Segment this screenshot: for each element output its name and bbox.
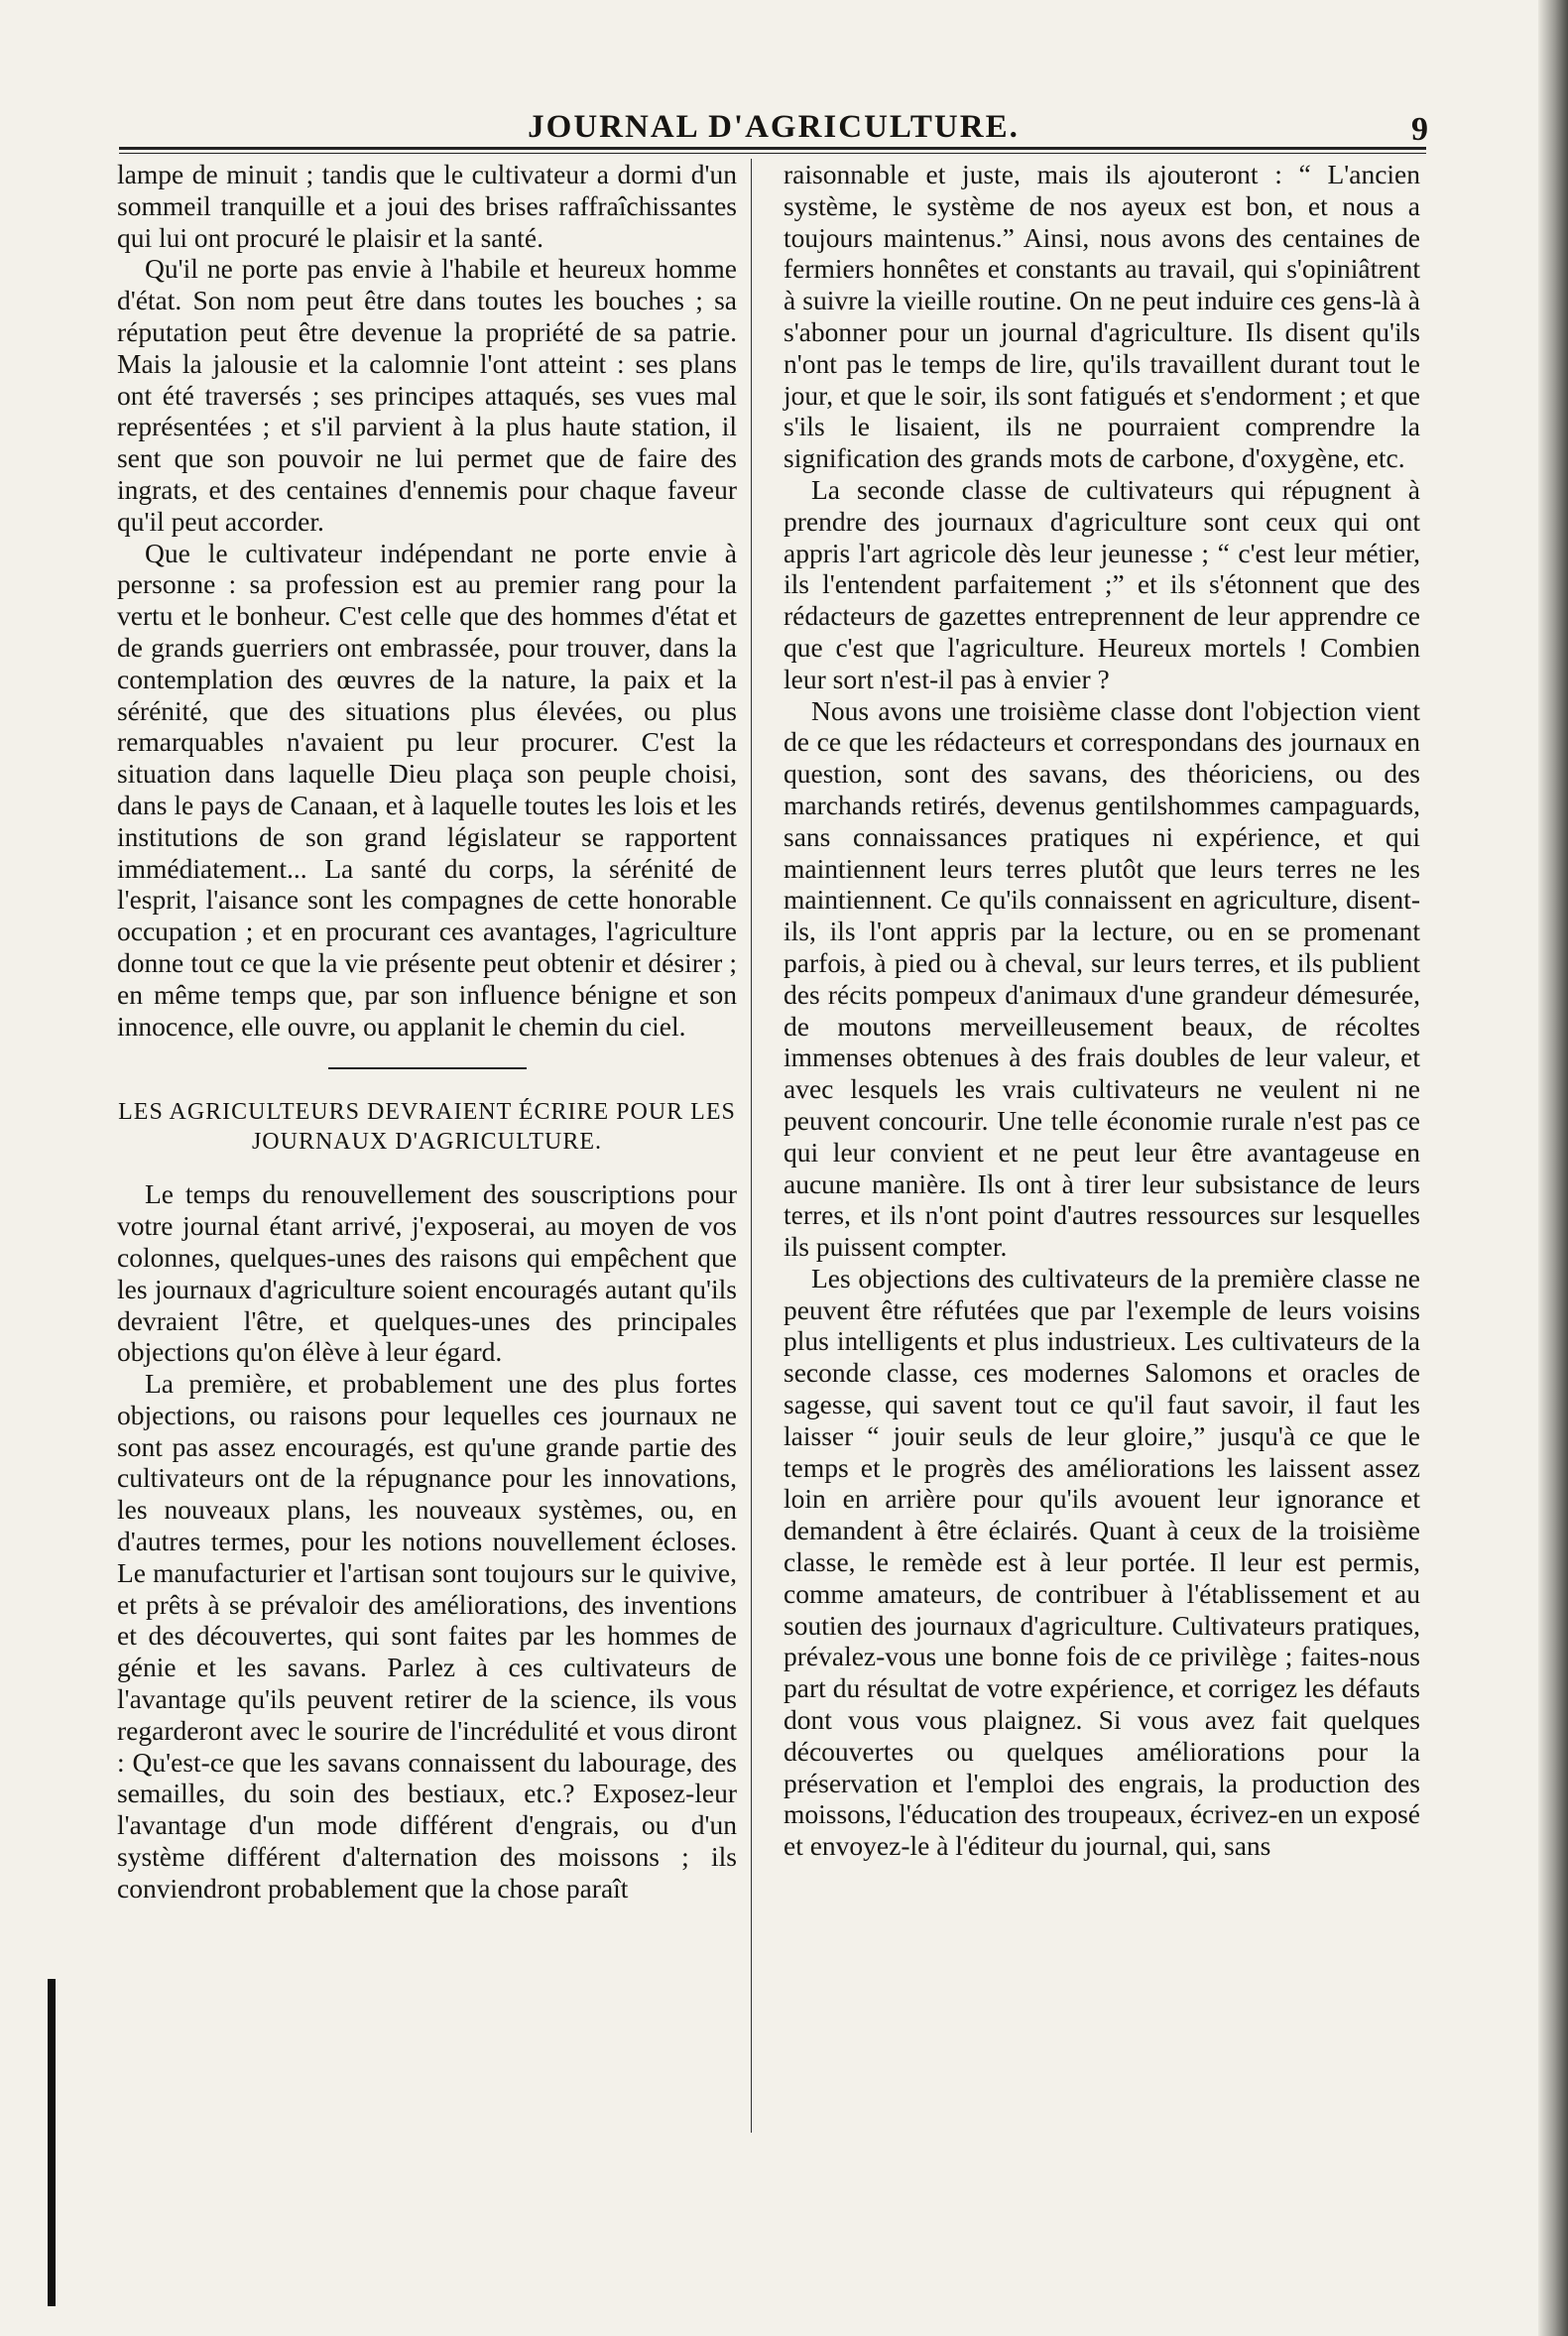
paragraph: La première, et probablement une des plus fortes objections, ou raisons pour lequelles ces journaux ne sont pas assez encouragés, est qu'une grande partie des cultivateurs ont de la répugnance pour les innovations, les nouveaux plans, les nouveaux systèmes, ou, en d'autres termes, pour les notions nouvellement écloses. Le manufacturier et l'artisan sont toujours sur le quivive, et prêts à se prévaloir des améliorations, des inventions et des découvertes, qui sont faites par les hommes de génie et les savans. Parlez à ces cultivateurs de l'avantage qu'ils peuvent retirer de la science, ils vous regarderont avec le sourire de l'incrédulité et vous diront : Qu'est-ce que les savans connaissent du labourage, des semailles, du soin des bestiaux, etc.? Exposez-leur l'avantage d'un mode différent d'engrais, ou d'un système différent d'alternation des moissons ; ils conviendront probablement que la chose paraît bbox=[117, 1368, 737, 1904]
running-title: JOURNAL D'AGRICULTURE. bbox=[528, 109, 1020, 145]
paragraph: Le temps du renouvellement des souscriptions pour votre journal étant arrivé, j'exposerai, au moyen de vos colonnes, quelques-unes des raisons qui empêchent que les journaux d'agriculture soient encouragés autant qu'ils devraient l'être, et quelques-unes des principales objections qu'on élève à leur égard. bbox=[117, 1178, 737, 1368]
section-heading: LES AGRICULTEURS DEVRAIENT ÉCRIRE POUR LES JOURNAUX D'AGRICULTURE. bbox=[118, 1099, 736, 1156]
section-separator bbox=[328, 1067, 527, 1069]
paragraph: Les objections des cultivateurs de la première classe ne peuvent être réfutées que par l'exemple de leurs voisins plus intelligents et plus industrieux. Les cultivateurs de la seconde classe, ces modernes Salomons et oracles de sagesse, qui savent tout ce qu'il faut savoir, il faut les laisser “ jouir seuls de leur gloire,” jusqu'à ce que le temps et le progrès des améliorations les laissent assez loin en arrière pour qu'ils avouent leur ignorance et demandent à être éclairés. Quant à ceux de la troisième classe, le remède est à leur portée. Il leur est permis, comme amateurs, de contribuer à l'établissement et au soutien des journaux d'agriculture. Cultivateurs pratiques, prévalez-vous une bonne fois de ce privilège ; faites-nous part du résultat de votre expérience, et corrigez les défauts dont vous vous plaignez. Si vous avez fait quelques découvertes ou quelques améliorations pour la préservation et l'emploi des engrais, la production des moissons, l'éducation des troupeaux, écrivez-en un exposé et envoyez-le à l'éditeur du journal, qui, sans bbox=[784, 1262, 1420, 1862]
paragraph: Qu'il ne porte pas envie à l'habile et heureux homme d'état. Son nom peut être dans toutes les bouches ; sa réputation peut être devenue la propriété de sa patrie. Mais la jalousie et la calomnie l'ont atteint : ses plans ont été traversés ; ses principes attaqués, ses vues mal représentées ; et s'il parvient à la plus haute station, il sent que son pouvoir ne lui permet que de faire des ingrats, et des centaines d'ennemis pour chaque faveur qu'il peut accorder. bbox=[117, 253, 737, 537]
page-number: 9 bbox=[1411, 111, 1428, 148]
right-column bbox=[784, 159, 1420, 1862]
left-column bbox=[117, 159, 737, 1905]
column-divider bbox=[751, 159, 752, 2133]
paragraph: raisonnable et juste, mais ils ajouteront : “ L'ancien système, le système de nos ayeux est bon, et nous a toujours maintenus.” Ainsi, nous avons des centaines de fermiers honnêtes et constants au travail, qui s'opiniâtrent à suivre la vieille routine. On ne peut induire ces gens-là à s'abonner pour un journal d'agriculture. Ils disent qu'ils n'ont pas le temps de lire, qu'ils travaillent durant tout le jour, et que le soir, ils sont fatigués et s'endorment ; et que s'ils le lisaient, ils ne pourraient comprendre la signification des grands mots de carbone, d'oxygène, etc. bbox=[784, 159, 1420, 474]
paragraph: Que le cultivateur indépendant ne porte envie à personne : sa profession est au premier rang pour la vertu et le bonheur. C'est celle que des hommes d'état et de grands guerriers ont embrassée, pour trouver, dans la contemplation des œuvres de la nature, la paix et la sérénité, que des situations plus élevées, ou plus remarquables n'avaient pu leur procurer. C'est la situation dans laquelle Dieu plaça son peuple choisi, dans le pays de Canaan, et à laquelle toutes les lois et les institutions de son grand législateur se rapportent immédiatement... La santé du corps, la sérénité de l'esprit, l'aisance sont les compagnes de cette honorable occupation ; et en procurant ces avantages, l'agriculture donne tout ce que la vie présente peut obtenir et désirer ; en même temps que, par son influence bénigne et son innocence, elle ouvre, ou applanit le chemin du ciel. bbox=[117, 537, 737, 1042]
header-rule bbox=[119, 147, 1426, 154]
paragraph: Nous avons une troisième classe dont l'objection vient de ce que les rédacteurs et correspondans des journaux en question, sont des savans, des théoriciens, ou des marchands retirés, devenus gentilshommes campaguards, sans connaissances pratiques ni expérience, et qui maintiennent leurs terres plutôt que leurs terres ne les maintiennent. Ce qu'ils connaissent en agriculture, disent-ils, ils l'ont appris par la lecture, ou en se promenant parfois, à pied ou à cheval, sur leurs terres, et ils publient des récits pompeux d'animaux d'une grandeur démesurée, de moutons merveilleusement beaux, de récoltes immenses obtenues à des frais doubles de leur valeur, et avec lesquels les vrais cultivateurs ne veulent ni ne peuvent concourir. Une telle économie rurale n'est pas ce qui leur convient et ne peut leur être avantageuse en aucune manière. Ils ont à tirer leur subsistance de leurs terres, et ils n'ont point d'autres ressources sur lesquelles ils puissent compter. bbox=[784, 694, 1420, 1263]
paragraph: lampe de minuit ; tandis que le cultivateur a dormi d'un sommeil tranquille et a joui des brises raffraîchissantes qui lui ont procuré le plaisir et la santé. bbox=[117, 159, 737, 253]
paragraph: La seconde classe de cultivateurs qui répugnent à prendre des journaux d'agriculture sont ceux qui ont appris l'art agricole dès leur jeunesse ; “ c'est leur métier, ils l'entendent parfaitement ;” et ils s'étonnent que des rédacteurs de gazettes entreprennent de leur apprendre ce que c'est que l'agriculture. Heureux mortels ! Combien leur sort n'est-il pas à envier ? bbox=[784, 473, 1420, 694]
margin-bar bbox=[48, 1979, 56, 2306]
scan-edge bbox=[1538, 0, 1568, 2336]
